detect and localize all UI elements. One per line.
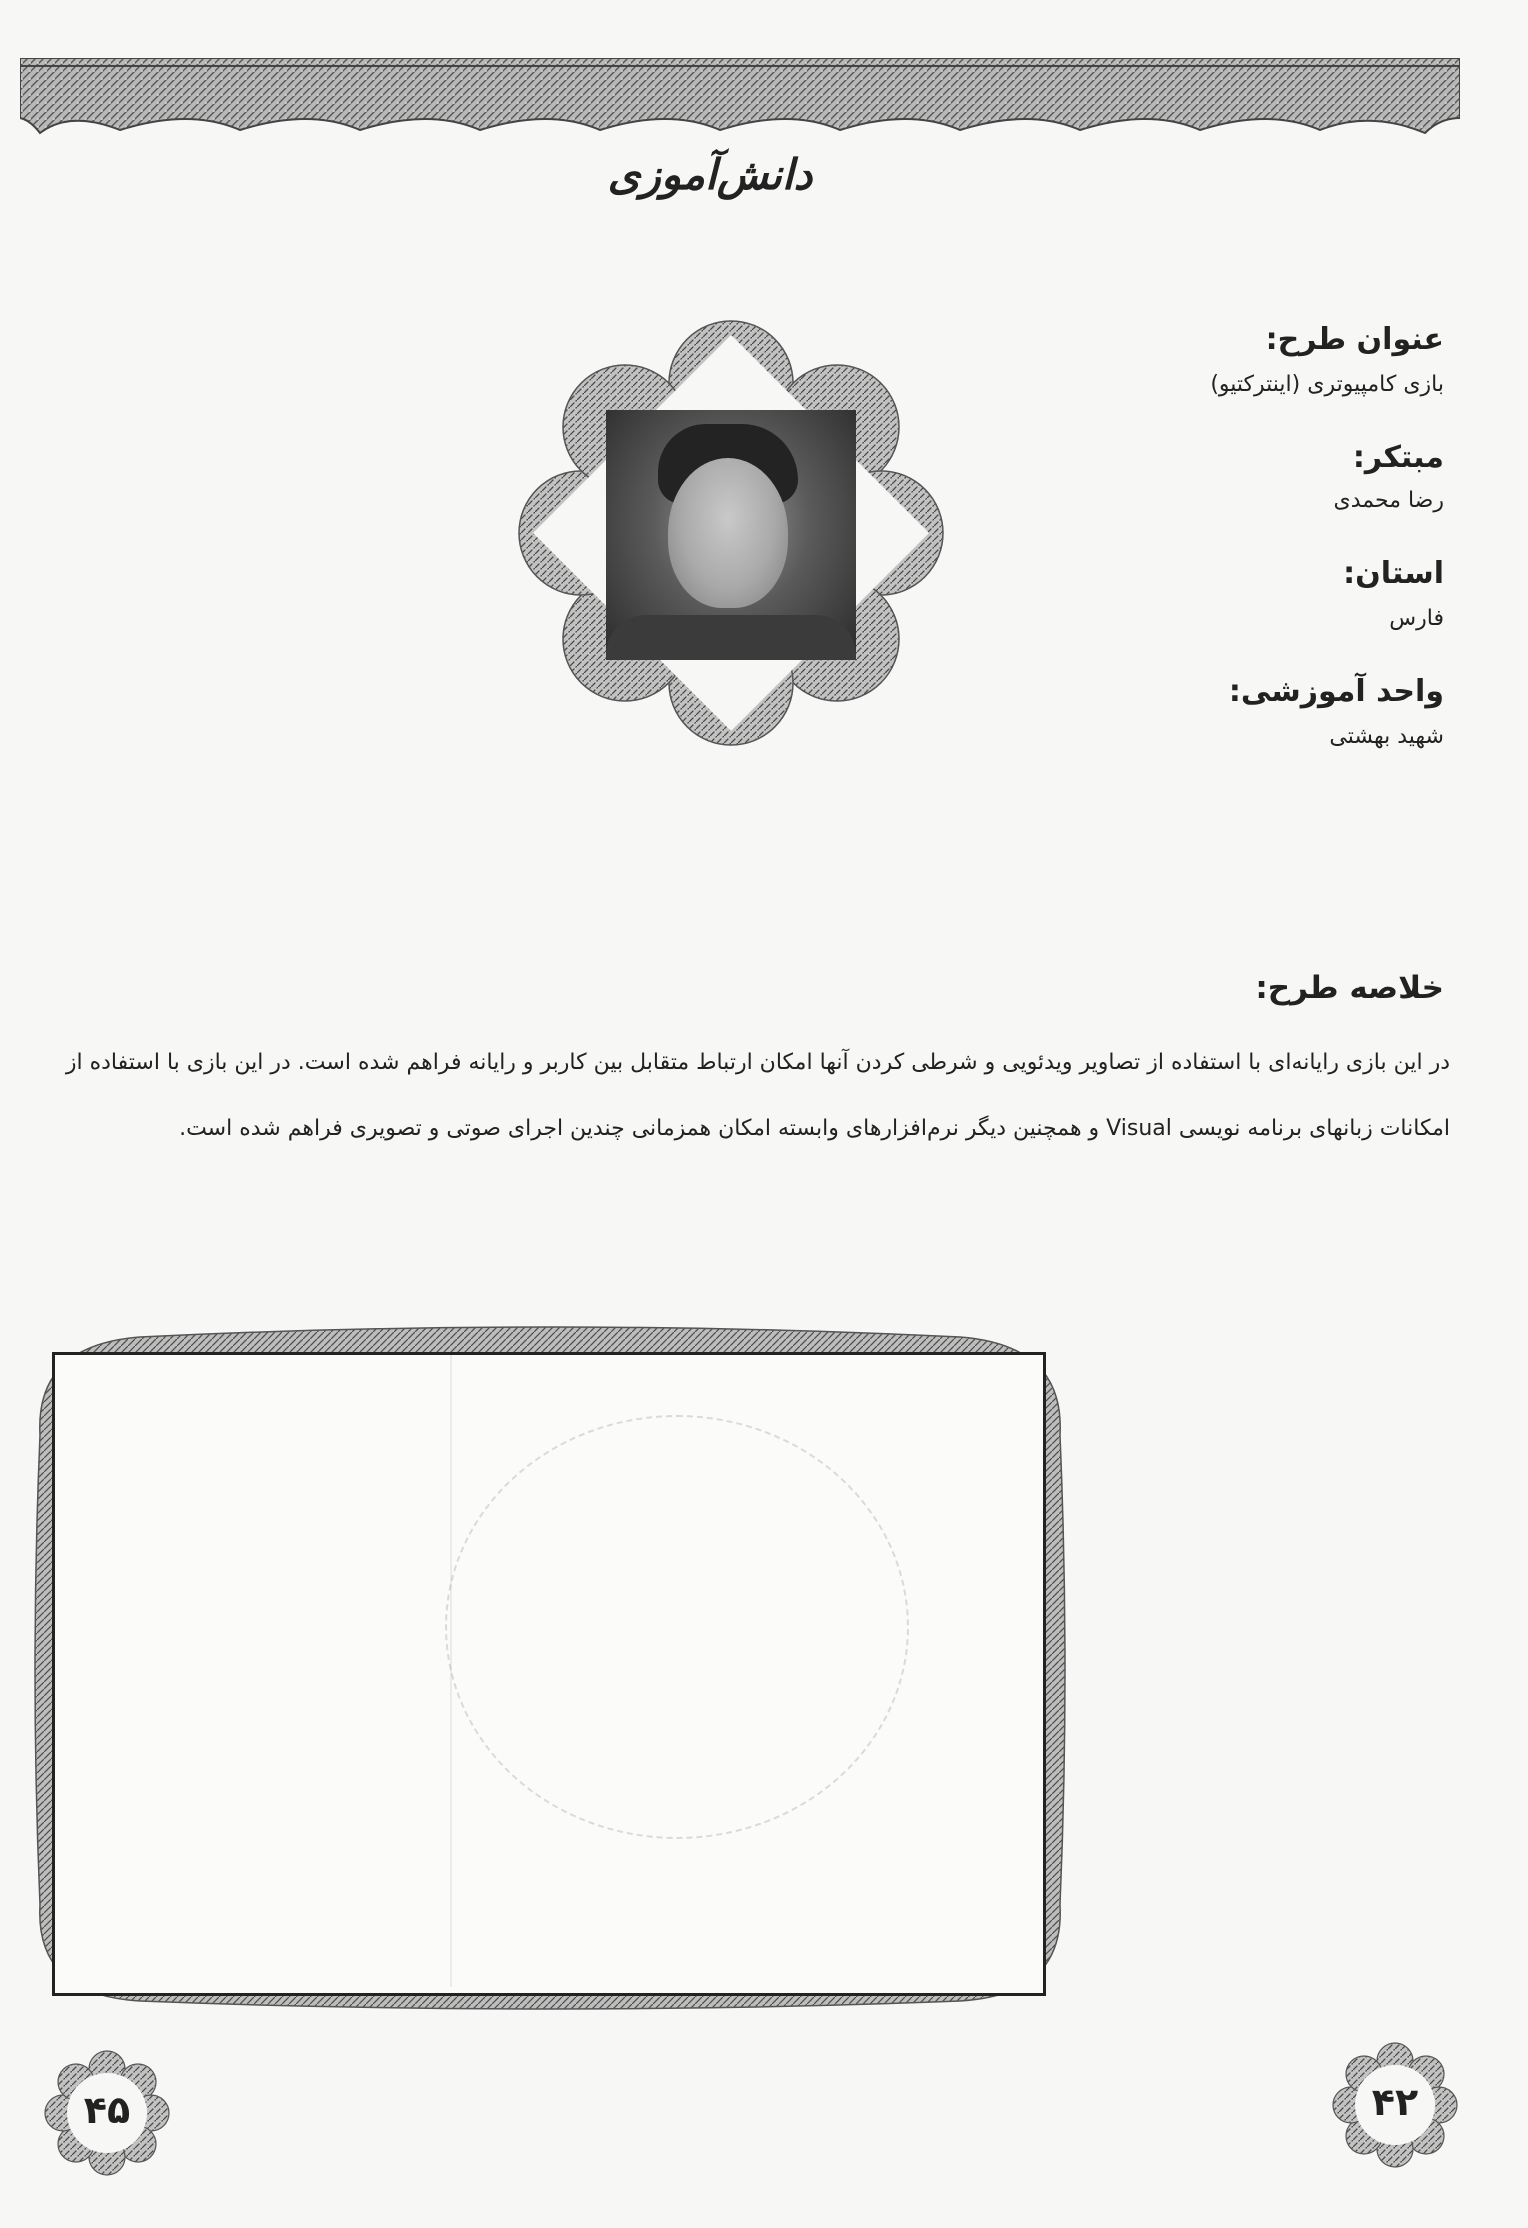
summary-label: خلاصه طرح: xyxy=(1255,970,1444,1006)
inventor-label: مبتکر: xyxy=(1352,440,1444,475)
summary-text: در این بازی رایانه‌ای با استفاده از تصاویر ویدئویی و شرطی کردن آنها امکان ارتباط متقابل بین کاربر و رایانه فراهم شده است. در این بازی با استفاده از امکانات زبانهای برنامه نویسی Visual و همچنین دیگر نرم‌افزارهای وابسته امکان همزمانی چندین اجرای صوتی و تصویری فراهم شده است. xyxy=(65,1050,1450,1141)
project-title-value: بازی کامپیوتری (اینترکتیو) xyxy=(1210,372,1444,397)
right-page-number: ۴۲ xyxy=(1371,2080,1419,2124)
school-value: شهید بهشتی xyxy=(1329,724,1444,749)
top-ornament-banner xyxy=(20,58,1460,158)
page-title: دانش‌آموزی xyxy=(607,150,813,199)
school-label: واحد آموزشی: xyxy=(1228,674,1444,709)
photo-face xyxy=(668,458,788,608)
stamp-document-area xyxy=(52,1352,1046,1996)
left-page-number: ۴۵ xyxy=(83,2088,131,2132)
faded-stamp-mark xyxy=(445,1415,909,1839)
inventor-value: رضا محمدی xyxy=(1333,488,1444,513)
student-photo xyxy=(606,410,856,660)
province-label: استان: xyxy=(1343,556,1444,591)
photo-shirt xyxy=(606,615,856,660)
province-value: فارس xyxy=(1389,606,1444,631)
project-title-label: عنوان طرح: xyxy=(1265,322,1444,357)
